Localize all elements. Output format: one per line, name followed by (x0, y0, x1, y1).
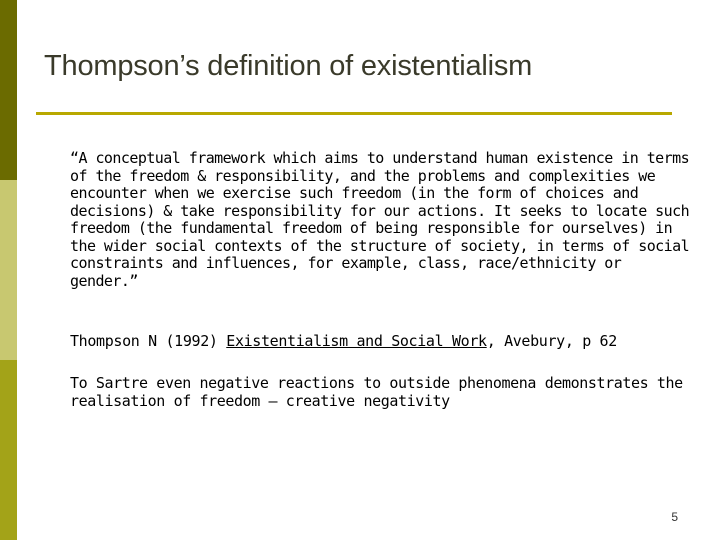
definition-quote: “A conceptual framework which aims to understand human existence in terms of the freedom & responsibility, and the problems and complexities we encounter when we exercise such freedom (in the form of choices and decisions) & take responsibility for our actions. It seeks to locate such freedom (the fundamental freedom of being responsible for ourselves) in the wider social contexts of the structure of society, in terms of social constraints and influences, for example, class, race/ethnicity or gender.” (70, 149, 690, 290)
citation-publisher: , Avebury, p 62 (486, 332, 617, 350)
slide-title: Thompson’s definition of existentialism (44, 50, 533, 82)
citation-book-title: Existentialism and Social Work (226, 332, 487, 350)
left-accent-bar-olive (0, 360, 17, 540)
citation-author-year: Thompson N (1992) (70, 332, 227, 350)
sartre-note: To Sartre even negative reactions to outside phenomena demonstrates the realisation of freedom – creative negativity (70, 374, 683, 410)
citation (70, 332, 690, 350)
page-number: 5 (671, 510, 678, 524)
left-accent-bar-dark (0, 0, 17, 180)
left-accent-bar-light (0, 180, 17, 360)
title-underline-rule (36, 112, 672, 115)
